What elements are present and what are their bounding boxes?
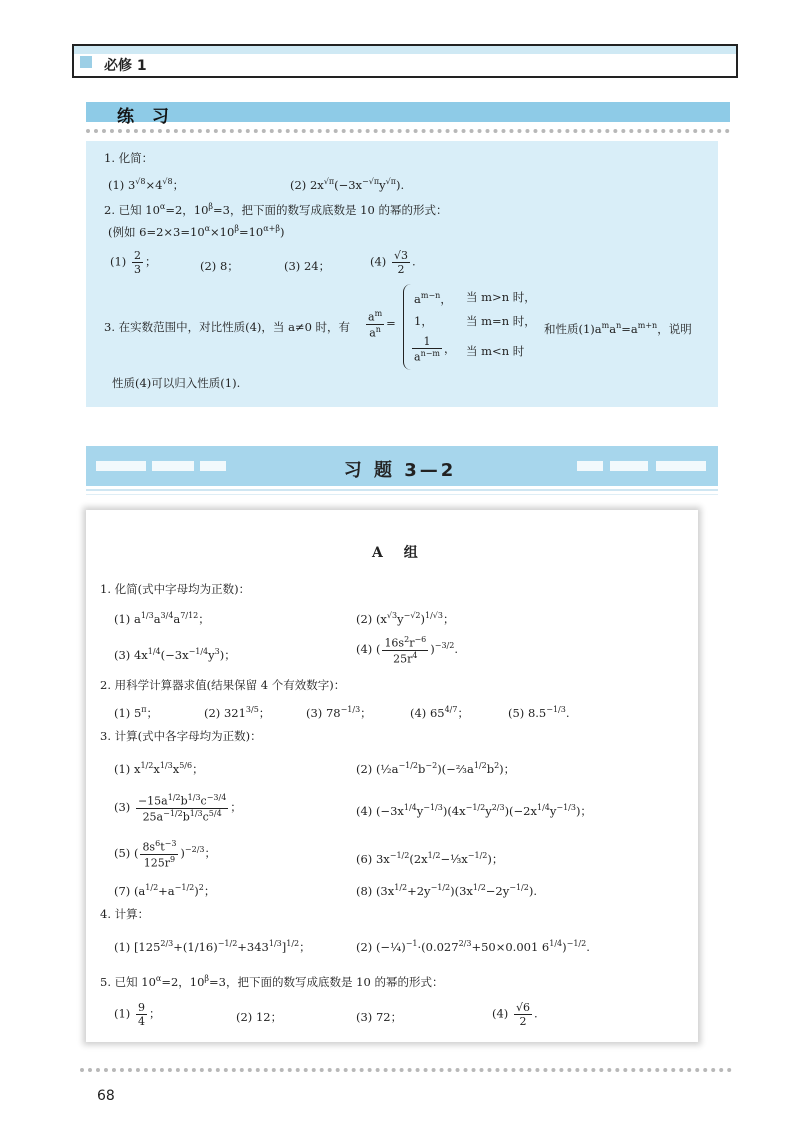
ex-q5-label: 5. 已知 $10^\alpha=2$，$10^\beta=3$，把下面的数写成底数是 10 的幂的形式： [100,974,444,989]
ex-q2-c: (3) $78^{-1/3}$； [306,705,372,720]
practice-q3-case1-cond: 当 m>n 时， [466,290,536,304]
practice-band [86,102,730,122]
ex-q2-d: (4) $65^{4/7}$； [410,705,469,720]
ex-q4-label: 4. 计算： [100,907,150,921]
group-title: A 组 [372,545,426,561]
practice-q2-example: (例如 $6=2\times 3=10^\alpha\times 10^\beta=10^{\alpha+\beta}$) [108,224,285,239]
practice-q3-conclusion: 性质(4)可以归入性质(1). [112,376,241,390]
header-band [74,46,736,54]
ex-q3-d: (4) $(-3x^{1/4}y^{-1/3})(4x^{-1/2}y^{2/3})(-2x^{1/4}y^{-1/3})$； [356,803,592,818]
page-number: 68 [97,1088,115,1104]
ex-q5-b: (2) 12； [236,1010,283,1024]
practice-q3-lhs: $\frac{a^m}{a^n}$ = [368,309,396,340]
ex-q5-a: (1) $\frac{9}{4}$ ； [114,1001,161,1028]
ex-q1-a: (1) $a^{1/3}a^{3/4}a^{7/12}$； [114,611,210,626]
ex-q2-e: (5) $8.5^{-1/3}$. [508,705,570,720]
practice-q2-label: 2. 已知 $10^\alpha=2$，$10^\beta=3$，把下面的数写成底数是 10 的幂的形式： [104,202,448,217]
ex-q4-a: (1) $[125^{2/3}+(1/16)^{-1/2}+343^{1/3}]^{1/2}$； [114,939,311,954]
ex-q2-label: 2. 用科学计算器求值(结果保留 4 个有效数字)： [100,678,346,692]
practice-q3-case1-val: $a^{m-n}$， [414,291,452,306]
ex-q1-b: (2) $(x^{√3}y^{-√2})^{1/√3}$； [356,611,455,626]
practice-q3-case2-val: 1， [414,314,433,328]
practice-q3-case3-val: $\frac{1}{a^{n-m}}$ ， [414,335,456,364]
practice-q3-case3-cond: 当 m<n 时 [466,344,525,358]
practice-title: 练 习 [117,107,175,127]
ex-q3-label: 3. 计算(式中各字母均为正数)： [100,729,262,743]
ex-q3-e: (5) ( $\frac{8s^6t^{-3}}{125r^9}$ )$^{-2/3}$； [114,839,216,870]
practice-q3-intro: 3. 在实数范围中，对比性质(4)，当 a≠0 时，有 [104,320,351,334]
practice-q2-c: (3) 24； [284,259,331,273]
ex-q3-g: (7) $(a^{1/2}+a^{-1/2})^2$； [114,883,216,898]
practice-q2-a: (1) $\frac{2}{3}$ ； [110,249,157,276]
ex-q5-d: (4) $\frac{√6}{2}$ . [492,1001,538,1028]
exercise-title: 习 题 3—2 [343,460,457,481]
practice-q1-b: (2) $2x^{√\pi}(-3x^{-√\pi}y^{√\pi})$. [290,177,405,192]
dotted-divider [86,129,730,133]
ex-q3-b: (2) $(\frac{1}{2}a^{-1/2}b^{-2})(-\frac{2}{3}a^{1/2}b^2)$； [356,761,516,776]
practice-q3-tail: 和性质$(1)a^ma^n=a^{m+n}$，说明 [544,321,692,336]
ex-q3-c: (3) $\frac{-15a^{1/2}b^{1/3}c^{-3/4}}{25a^{-1/2}b^{1/3}c^{5/4}}$ ； [114,793,242,824]
ex-q5-c: (3) 72； [356,1010,403,1024]
header-title: 必修 1 [104,58,147,74]
band-line [86,489,718,491]
ex-q3-a: (1) $x^{1/2}x^{1/3}x^{5/6}$； [114,761,204,776]
practice-q2-d: (4) $\frac{√3}{2}$ . [370,249,416,276]
ex-q1-c: (3) $4x^{1/4}(-3x^{-1/4}y^3)$； [114,647,236,662]
ex-q3-f: (6) $3x^{-1/2}(2x^{1/2}-\frac{1}{3}x^{-1/2})$； [356,851,504,866]
band-line [86,494,718,495]
practice-q1-label: 1. 化简： [104,151,154,165]
ex-q3-h: (8) $(3x^{1/2}+2y^{-1/2})(3x^{1/2}-2y^{-1/2})$. [356,883,537,898]
ex-q2-b: (2) $321^{3/5}$； [204,705,271,720]
ex-q1-d: (4) ( $\frac{16s^2r^{-6}}{25r^4}$ )$^{-3/2}$. [356,635,458,666]
ex-q2-a: (1) $5^\pi$； [114,705,159,720]
practice-q1-a: (1) $3^{√8}\times 4^{√8}$； [108,177,185,192]
ex-q1-label: 1. 化简(式中字母均为正数)： [100,582,251,596]
footer-dotted-divider [80,1068,732,1072]
practice-q2-b: (2) 8； [200,259,239,273]
practice-q3-case2-cond: 当 m=n 时， [466,314,536,328]
ex-q4-b: (2) $(-\frac{1}{4})^{-1}\cdot(0.027^{2/3}+50\times 0.001$ $6^{1/4})^{-1/2}$. [356,939,590,954]
header-square-icon [80,56,92,68]
